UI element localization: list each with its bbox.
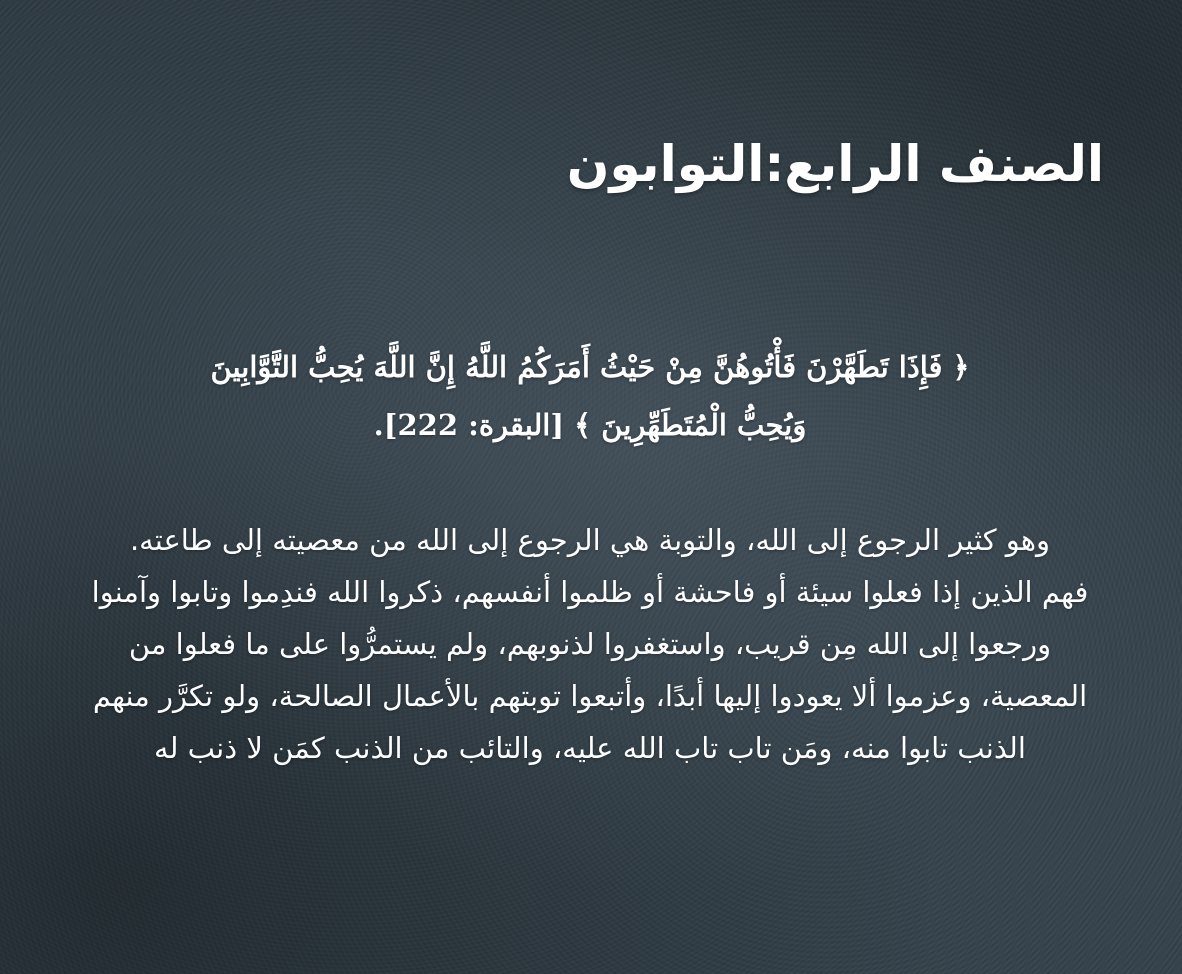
- quran-verse: [40, 338, 1140, 454]
- verse-line-2: وَيُحِبُّ الْمُتَطَهِّرِينَ ﴾ [البقرة: 222].: [373, 408, 807, 442]
- slide-title: الصنف الرابع:التوابون: [566, 135, 1104, 193]
- verse-line-1: ﴿ فَإِذَا تَطَهَّرْنَ فَأْتُوهُنَّ مِنْ حَيْثُ أَمَرَكُمُ اللَّهُ إِنَّ اللَّهَ يُحِبُّ التَّوَّابِينَ: [210, 350, 970, 384]
- explanation-paragraph-1: وهو كثير الرجوع إلى الله، والتوبة هي الرجوع إلى الله من معصيته إلى طاعته.: [129, 523, 1051, 557]
- explanation-text: [80, 514, 1100, 774]
- explanation-paragraph-2: فهم الذين إذا فعلوا سيئة أو فاحشة أو ظلموا أنفسهم، ذكروا الله فندِموا وتابوا وآمنوا ورجعوا إلى الله مِن قريب، واستغفروا لذنوبهم، ولم يستمرُّوا على ما فعلوا من المعصية، وعزموا ألا يعودوا إليها أبدًا، وأتبعوا توبتهم بالأعمال الصالحة، ولو تكرَّر منهم الذنب تابوا منه، ومَن تاب تاب الله عليه، والتائب من الذنب كمَن لا ذنب له: [91, 575, 1089, 765]
